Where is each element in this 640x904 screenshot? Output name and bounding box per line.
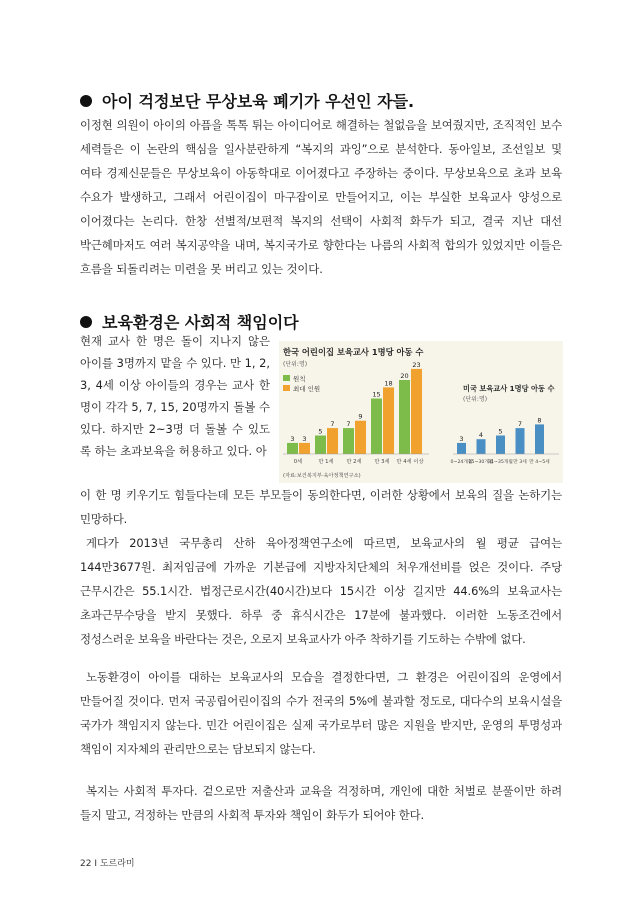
- bar-value-label: 18: [384, 379, 393, 388]
- paragraph-4: 복지는 사회적 투자다. 겉으로만 저출산과 교육을 걱정하며, 개인에 대한 처벌로 분풀이만 하려 들지 말고, 걱정하는 만큼의 사회적 투자와 책임이 화두가 되어야 한다.: [80, 784, 562, 822]
- bar: [411, 369, 422, 454]
- chart-title: 한국 어린이집 보육교사 1명당 아동 수: [283, 347, 424, 357]
- legend-swatch: [283, 385, 290, 391]
- bar: [315, 436, 326, 455]
- x-tick-label: 만 4세 이상: [396, 459, 424, 465]
- bar-value-label: 4: [478, 431, 484, 440]
- chart-unit-label: (단위:명): [283, 361, 308, 368]
- chart-source-label: (자료:보건복지부·육아정책연구소): [283, 473, 361, 479]
- bar: [287, 443, 298, 454]
- section-title: 아이 걱정보단 무상보육 폐기가 우선인 자들.: [102, 92, 415, 111]
- section1-paragraph: 이정현 의원이 아이의 아픔을 톡톡 튀는 아이디어로 해결하는 철없음을 보여줬지만, 조직적인 보수 세력들은 이 논란의 핵심을 일사분란하게 “복지의 과잉”으로 분석한다. 동아일보, 조선일보 및 여타 경제신문들은 무상보육이 아동학대로 이어졌다고 주장하는 중이다. 무상보육으로 초과 보육 수요가 발생하고, 그래서 어린이집이 마구잡이로 만들어지고, 이는 부실한 보육교사 양성으로 이어졌다는 논리다. 한창 선별적/보편적 복지의 선택이 사회적 화두가 되고, 결국 지난 대선 박근혜마저도 여러 복지공약을 내며, 복지국가로 향한다는 나름의 사회적 합의가 있었지만 이들은 흐름을 되돌리려는 미련을 못 버리고 있는 것이다.: [80, 118, 562, 276]
- paragraph-3: 노동환경이 아이를 대하는 보육교사의 모습을 결정한다면, 그 환경은 어린이집의 운영에서 만들어질 것이다. 먼저 국공립어린이집의 수가 전국의 5%에 불과할 정도로, 대다수의 보육시설을 국가가 책임지지 않는다. 민간 어린이집은 실제 국가로부터 많은 지원을 받지만, 운영의 투명성과 책임이 지자체의 관리만으로는 담보되지 않는다.: [80, 670, 562, 756]
- x-tick-label: 25~30개월: [468, 460, 494, 465]
- bar: [299, 443, 310, 454]
- bar: [516, 428, 525, 454]
- x-tick-label: 만 4~5세: [529, 460, 550, 465]
- bar-value-label: 9: [358, 412, 363, 421]
- bar: [496, 436, 505, 455]
- bar-value-label: 7: [330, 420, 335, 429]
- chart-title: 미국 보육교사 1명당 아동 수: [463, 384, 555, 393]
- x-tick-label: 만 2세: [346, 459, 362, 465]
- bar: [355, 421, 366, 454]
- x-tick-label: 0~24개월: [450, 460, 473, 465]
- x-tick-label: 0세: [293, 459, 303, 465]
- bullet-icon: [80, 316, 92, 328]
- x-tick-label: 만 1세: [318, 459, 334, 465]
- bar: [399, 380, 410, 454]
- bar: [371, 399, 382, 455]
- bar-value-label: 5: [498, 427, 503, 436]
- bar-value-label: 5: [318, 427, 323, 436]
- after-chart-paragraph: 이 한 명 키우기도 힘들다는데 모든 부모들이 동의한다면, 이러한 상황에서 보육의 질을 논하기는 민망하다.: [80, 488, 562, 526]
- bar-value-label: 23: [412, 360, 421, 369]
- bar-value-label: 3: [290, 434, 295, 443]
- legend-label: 원칙: [293, 375, 306, 383]
- bar-value-label: 8: [537, 416, 542, 425]
- bar-value-label: 7: [346, 420, 351, 429]
- bar-value-label: 20: [400, 372, 409, 380]
- page-footer: 22 I 도르라미: [80, 859, 135, 869]
- legend-label: 최대 인원: [293, 385, 321, 393]
- wrapped-text: 현재 교사 한 명은 돌이 지나지 않은 아이를 3명까지 맡을 수 있다. 만 1, 2, 3, 4세 이상 아이들의 경우는 교사 한 명이 각각 5, 7, 15, 20명까지 돌볼 수 있다. 하지만 2~3명 더 돌볼 수 있도록 하는 초과보육을 허용하고 있다. 아: [80, 334, 270, 458]
- x-tick-label: 만 3세: [513, 460, 527, 465]
- x-tick-label: 만 3세: [374, 459, 390, 465]
- paragraph-2: 게다가 2013년 국무총리 산하 육아정책연구소에 따르면, 보육교사의 월 평균 급여는 144만3677원. 최저임금에 가까운 기본급에 지방자치단체의 처우개선비를 얹은 것이다. 주당 근무시간은 55.1시간. 법정근로시간(40시간)보다 15시간 이상 길지만 44.6%의 보육교사는 초과근무수당을 받지 못했다. 하루 중 휴식시간은 17분에 불과했다. 이러한 노동조건에서 정성스러운 보육을 바란다는 것은, 오로지 보육교사가 아주 착하기를 기도하는 수밖에 없다.: [80, 536, 562, 646]
- bar: [343, 428, 354, 454]
- bar: [383, 387, 394, 454]
- bar-value-label: 3: [302, 434, 307, 443]
- section-title: 보육환경은 사회적 책임이다: [102, 313, 299, 332]
- bar-value-label: 3: [459, 434, 464, 443]
- bar-value-label: 7: [517, 420, 523, 429]
- chart-svg: [279, 341, 563, 483]
- chart-unit-label: (단위:명): [463, 396, 488, 403]
- bullet-icon: [80, 95, 92, 107]
- section-heading-1: [80, 89, 414, 112]
- childcare-ratio-chart: [279, 341, 563, 483]
- bar-value-label: 15: [372, 390, 381, 399]
- bar: [457, 443, 466, 454]
- x-tick-label: 31~35개월: [488, 460, 513, 465]
- bar: [327, 428, 338, 454]
- bar: [477, 439, 486, 454]
- bar: [535, 424, 544, 454]
- legend-swatch: [283, 375, 290, 381]
